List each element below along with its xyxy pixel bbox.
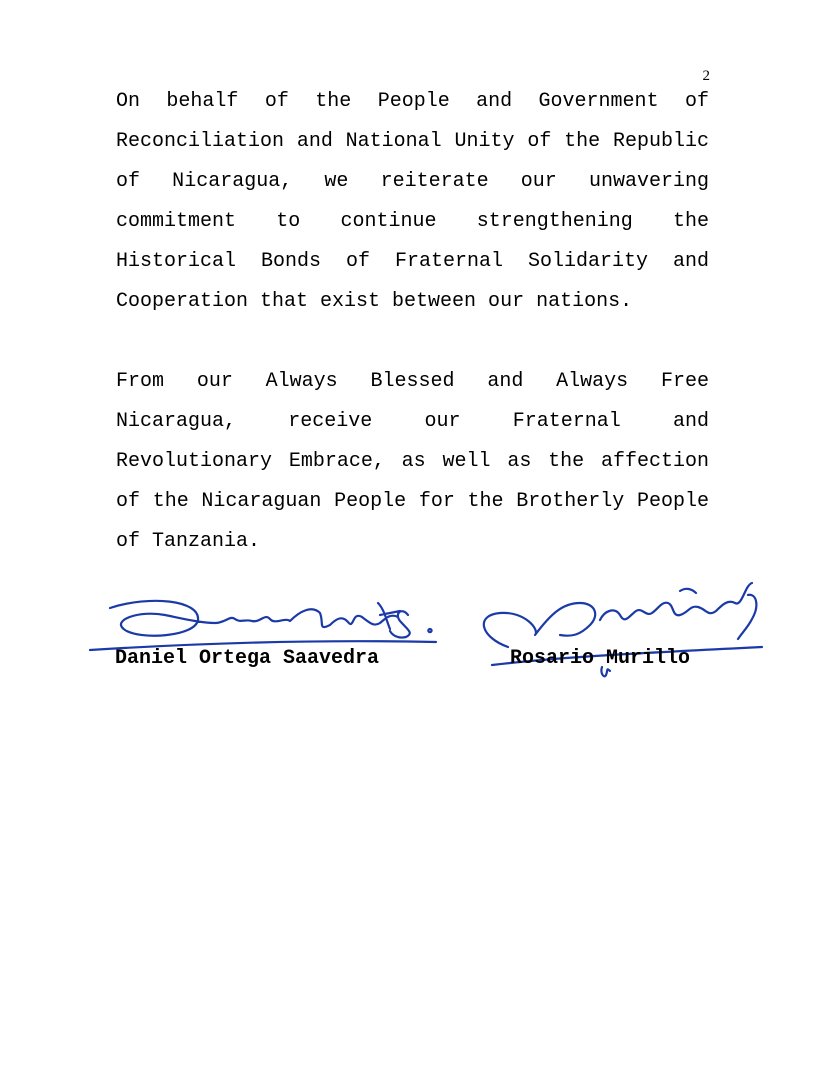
letter-body	[116, 82, 709, 562]
paragraph-commitment: On behalf of the People and Government of Reconciliation and National Unity of the Republic of Nicaragua, we reiterate our unwavering commitment to continue strengthening the Historical Bonds of Fraternal Solidarity and Cooperation that exist between our nations.	[116, 90, 709, 313]
signature-block	[80, 575, 780, 685]
paragraph-embrace: From our Always Blessed and Always Free Nicaragua, receive our Fraternal and Revolutionary Embrace, as well as the affection of the Nicaraguan People for the Brotherly People of Tanzania.	[116, 370, 709, 553]
signature-daniel-ortega	[110, 601, 432, 638]
signatory-name-left: Daniel Ortega Saavedra	[115, 647, 380, 670]
signatory-name-right: Rosario Murillo	[510, 647, 691, 670]
page-number: 2	[702, 68, 710, 84]
signature-rosario-murillo	[484, 583, 757, 647]
